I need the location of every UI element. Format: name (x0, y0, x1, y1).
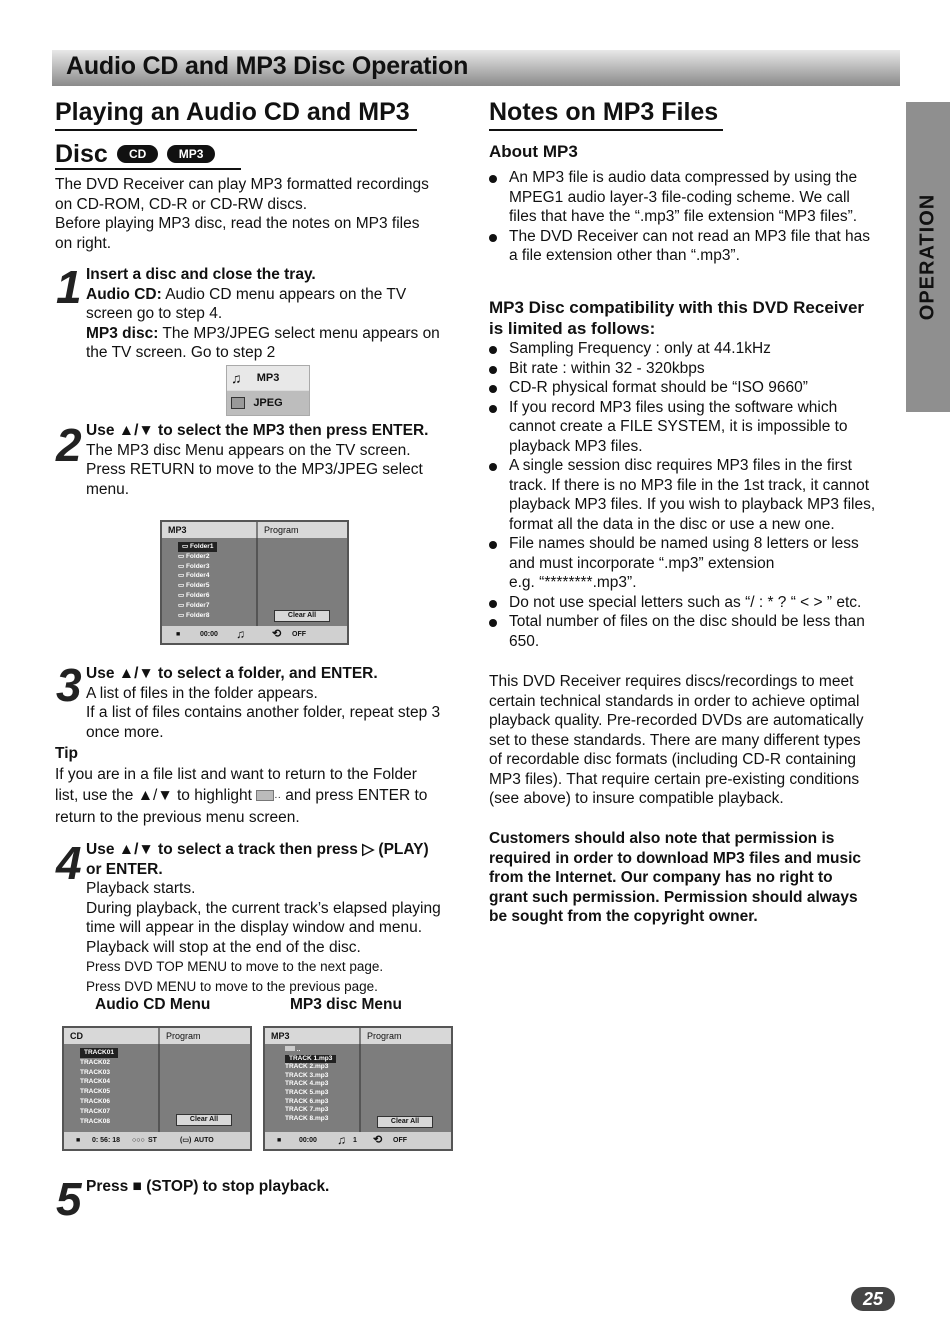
list-item[interactable]: TRACK 3.mp3 (285, 1071, 329, 1079)
image-icon (231, 397, 245, 409)
divider (359, 1044, 361, 1134)
music-note-icon: ♫ (231, 370, 242, 386)
step-2-number: 2 (56, 419, 82, 471)
music-note-icon: ♫ (337, 1133, 346, 1147)
step-4-number: 4 (56, 837, 82, 889)
list-item: If you record MP3 files using the software which cannot create a FILE SYSTEM, it is impossible to playback MP3 files. (489, 398, 901, 457)
side-tab-label: OPERATION (916, 193, 939, 321)
divider (256, 538, 258, 628)
list-item[interactable]: ▭ Folder3 (178, 562, 210, 570)
right-title: Notes on MP3 Files (489, 98, 719, 126)
tip-block: Tip If you are in a file list and want to return to the Folder list, use the ▲/▼ to highlight ·· and press ENTER to return to the previous menu screen. (55, 745, 428, 826)
right-title-rule (489, 129, 723, 131)
screen-header-right: Program (258, 522, 347, 538)
list-item[interactable]: TRACK 6.mp3 (285, 1097, 329, 1105)
list-item: CD-R physical format should be “ISO 9660” (489, 378, 901, 398)
repeat-icon: ⟲ (272, 628, 282, 640)
folder-up-item[interactable]: .. (285, 1046, 336, 1055)
standards-paragraph: This DVD Receiver requires discs/recordings to meet certain technical standards in order to achieve optimal playback quality. Pre-recorded DVDs are automatically set to these standards. There are many different types of recordable disc formats (including CD-R containing MP3 files). That require certain pre-existing conditions (see above) to insure compatible playback. (489, 673, 864, 807)
list-item[interactable]: TRACK 2.mp3 (285, 1063, 329, 1071)
list-item[interactable]: TRACK01 (80, 1048, 118, 1058)
list-item[interactable]: TRACK04 (80, 1078, 110, 1086)
step-3-number: 3 (56, 659, 82, 711)
list-item[interactable]: TRACK07 (80, 1107, 110, 1115)
track-list (80, 1048, 118, 1126)
list-item[interactable]: TRACK 1.mp3 (285, 1055, 336, 1064)
list-item[interactable]: TRACK 5.mp3 (285, 1088, 329, 1096)
list-item: Do not use special letters such as “/ : * ? “ < > ” etc. (489, 593, 901, 613)
mp3-folder-screen (160, 520, 349, 645)
list-item[interactable]: TRACK06 (80, 1097, 110, 1105)
side-tab (906, 102, 950, 412)
screen-footer: ■ 00:00 ♫ 1 ⟲ OFF (265, 1132, 451, 1149)
divider (158, 1044, 160, 1134)
menu-option-mp3[interactable]: ♫ MP3 (227, 366, 309, 390)
track-list (285, 1046, 336, 1123)
list-item[interactable]: ▭ Folder8 (178, 611, 210, 619)
left-title-rule-2 (55, 168, 241, 170)
screen-footer: ■ 0: 56: 18 ○○○ ST (▭) AUTO (64, 1132, 250, 1149)
mp3-disc-menu-caption: MP3 disc Menu (290, 996, 402, 1013)
audio-cd-menu-caption: Audio CD Menu (95, 996, 211, 1013)
screen-header-left: CD (64, 1028, 158, 1044)
clear-all-button[interactable]: Clear All (377, 1116, 433, 1128)
list-item[interactable]: TRACK 8.mp3 (285, 1114, 329, 1122)
step-2-text: Use ▲/▼ to select the MP3 then press ENTER. The MP3 disc Menu appears on the TV screen. Press RETURN to move to the MP3/JPEG select menu. (86, 422, 429, 498)
list-item: An MP3 file is audio data compressed by using the MPEG1 audio layer-3 file-coding scheme. We call files that have the “.mp3” file extension “MP3 files”. (489, 168, 899, 227)
mp3-disc-menu-screen (263, 1026, 453, 1151)
badge-mp3: MP3 (167, 145, 216, 163)
badge-cd: CD (117, 145, 158, 163)
format-badges (117, 145, 215, 163)
screen-header-left: MP3 (265, 1028, 359, 1044)
step-5-text: Press ■ (STOP) to stop playback. (86, 1178, 330, 1195)
mode-icon: (▭) (180, 1137, 192, 1144)
repeat-icon: ⟲ (373, 1134, 383, 1146)
list-item[interactable]: TRACK08 (80, 1117, 110, 1125)
list-item: Total number of files on the disc should be less than 650. (489, 612, 901, 651)
list-item[interactable]: TRACK 7.mp3 (285, 1106, 329, 1114)
step-3-text: Use ▲/▼ to select a folder, and ENTER. A list of files in the folder appears. If a list of files contains another folder, repeat step 3 once more. (86, 665, 441, 741)
list-item[interactable]: ▭ Folder7 (178, 601, 210, 609)
sound-icon: ○○○ (132, 1137, 145, 1144)
compat-heading: MP3 Disc compatibility with this DVD Receiver is limited as follows: (489, 298, 865, 338)
permission-paragraph: Customers should also note that permission is required in order to download MP3 files and music from the Internet. Our company has no right to grant such permission. Permission should always be sought from the copyright owner. (489, 830, 862, 925)
list-item[interactable]: ▭ Folder5 (178, 582, 210, 590)
step-1-text: Insert a disc and close the tray. Audio CD: Audio CD menu appears on the TV screen go to step 4. MP3 disc: The MP3/JPEG select menu appears on the TV screen. Go to step 2 (86, 266, 440, 361)
list-item[interactable]: TRACK03 (80, 1068, 110, 1076)
audio-cd-menu-screen (62, 1026, 252, 1151)
mp3-jpeg-select-menu (226, 365, 310, 416)
screen-header-right: Program (361, 1028, 451, 1044)
step-5-number: 5 (56, 1173, 82, 1225)
left-title-line2: Disc (55, 140, 108, 168)
page-number: 25 (851, 1287, 895, 1311)
screen-header-left: MP3 (162, 522, 256, 538)
stop-icon: ■ (277, 1137, 282, 1144)
tip-label: Tip (55, 745, 78, 762)
stop-icon: ■ (76, 1137, 81, 1144)
list-item[interactable]: ▭ Folder6 (178, 591, 210, 599)
step-4-text: Use ▲/▼ to select a track then press ▷ (PLAY) or ENTER. Playback starts. During playback, the current track’s elapsed playing time will appear in the display window and menu. Playback will stop at the end of the disc. Press DVD TOP MENU to move to the next page. Press DVD MENU to move to the previous page. (86, 841, 441, 994)
list-item[interactable]: TRACK 4.mp3 (285, 1080, 329, 1088)
list-item[interactable]: ▭ Folder2 (178, 552, 210, 560)
folder-up-icon (256, 790, 274, 801)
compat-list (489, 339, 901, 651)
about-mp3-list (489, 168, 899, 266)
step-1-number: 1 (56, 261, 82, 313)
screen-header-right: Program (160, 1028, 250, 1044)
left-title-line1: Playing an Audio CD and MP3 (55, 98, 410, 126)
list-item: File names should be named using 8 letters or less and must incorporate “.mp3” extension e.g. “********.mp3”. (489, 534, 901, 593)
list-item: Bit rate : within 32 - 320kbps (489, 359, 901, 379)
menu-option-jpeg[interactable]: JPEG (227, 391, 309, 415)
about-mp3-heading: About MP3 (489, 142, 578, 161)
list-item[interactable]: TRACK05 (80, 1088, 110, 1096)
intro-text: The DVD Receiver can play MP3 formatted recordings on CD-ROM, CD-R or CD-RW discs. Before playing MP3 disc, read the notes on MP3 files on right. (55, 176, 429, 252)
clear-all-button[interactable]: Clear All (176, 1114, 232, 1126)
music-note-icon: ♫ (236, 627, 245, 641)
list-item[interactable]: ▭ Folder4 (178, 572, 210, 580)
screen-footer: ■ 00:00 ♫ ⟲ OFF (162, 626, 347, 643)
list-item: Sampling Frequency : only at 44.1kHz (489, 339, 901, 359)
folder-list (178, 542, 217, 620)
section-banner-title: Audio CD and MP3 Disc Operation (66, 52, 469, 80)
list-item[interactable]: ▭ Folder1 (178, 542, 217, 552)
clear-all-button[interactable]: Clear All (274, 610, 330, 622)
list-item: A single session disc requires MP3 files in the first track. If there is no MP3 file in the 1st track, it cannot playback MP3 files. If you wish to playback MP3 files, format all the data in the disc or use a new one. (489, 456, 901, 534)
list-item: The DVD Receiver can not read an MP3 file that has a file extension other than “.mp3”. (489, 227, 899, 266)
left-title-rule (55, 129, 417, 131)
list-item[interactable]: TRACK02 (80, 1058, 110, 1066)
section-banner (52, 50, 900, 86)
stop-icon: ■ (176, 631, 181, 638)
